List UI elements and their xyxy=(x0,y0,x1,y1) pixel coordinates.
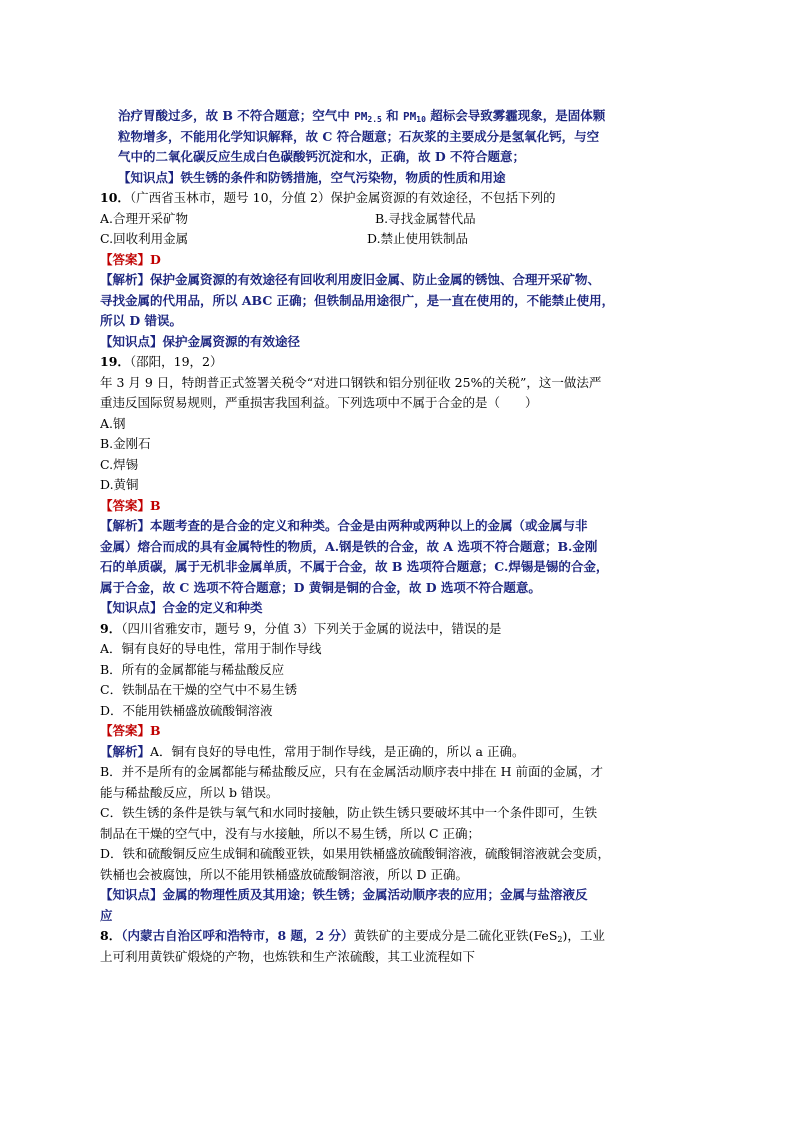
question-8-heading: 8．（内蒙古自治区呼和浩特市，8 题，2 分）黄铁矿的主要成分是二硫化亚铁(FeS$_2$)，工业 xyxy=(100,928,605,944)
analysis-line: 【解析】A．铜有良好的导电性，常用于制作导线，是正确的，所以 a 正确。 xyxy=(100,743,525,759)
analysis-line: 铁桶也会被腐蚀，所以不能用铁桶盛放硫酸铜溶液，所以 D 正确。 xyxy=(100,866,468,882)
analysis-line: 治疗胃酸过多，故 B 不符合题意；空气中 $PM_{2.5}$ 和 $PM_{10}$ 超标会导致雾霾现象，是固体颗 xyxy=(118,108,606,124)
question-stem: 上可利用黄铁矿煅烧的产物，也炼铁和生产浓硫酸，其工业流程如下 xyxy=(100,948,476,964)
option-c: C.回收利用金属 xyxy=(100,231,189,246)
analysis-line: 【解析】本题考查的是合金的定义和种类。合金是由两种或两种以上的金属（或金属与非 xyxy=(100,518,588,533)
answer: 【答案】B xyxy=(100,723,161,738)
analysis-line: 金属）熔合而成的具有金属特性的物质，A.钢是铁的合金，故 A 选项不符合题意；B.金刚 xyxy=(100,538,598,554)
knowledge-point: 应 xyxy=(100,907,113,923)
analysis-line: 石的单质碳，属于无机非金属单质，不属于合金，故 B 选项符合题意；C.焊锡是锡的合金， xyxy=(100,559,609,574)
question-stem: 重违反国际贸易规则，严重损害我国利益。下列选项中不属于合金的是（ ） xyxy=(100,395,538,410)
answer: 【答案】D xyxy=(100,251,161,267)
document-page xyxy=(100,106,684,967)
option-a: A．铜有良好的导电性，常用于制作导线 xyxy=(100,641,322,656)
option-d: D．不能用铁桶盛放硫酸铜溶液 xyxy=(100,702,273,718)
option-d: D.黄铜 xyxy=(100,477,139,492)
option-b: B.寻找金属替代品 xyxy=(375,210,476,226)
analysis-line: 制品在干燥的空气中，没有与水接触，所以不易生锈，所以 C 正确； xyxy=(100,825,481,841)
knowledge-point: 【知识点】铁生锈的条件和防锈措施，空气污染物，物质的性质和用途 xyxy=(118,169,506,185)
analysis-line: 气中的二氧化碳反应生成白色碳酸钙沉淀和水，正确，故 D 不符合题意； xyxy=(118,149,526,164)
question-10-options-row2 xyxy=(100,229,684,250)
option-a: A.钢 xyxy=(100,415,126,431)
option-c: C．铁制品在干燥的空气中不易生锈 xyxy=(100,682,298,697)
option-b: B．所有的金属都能与稀盐酸反应 xyxy=(100,661,285,677)
option-c: C.焊锡 xyxy=(100,456,139,472)
question-10-heading: 10．（广西省玉林市，题号 10，分值 2）保护金属资源的有效途径，不包括下列的 xyxy=(100,190,556,205)
option-d: D.禁止使用铁制品 xyxy=(367,231,469,246)
analysis-line: 粒物增多，不能用化学知识解释，故 C 符合题意；石灰浆的主要成分是氢氧化钙，与空 xyxy=(118,128,600,144)
question-10-options-row1 xyxy=(100,209,684,230)
analysis-line: B．并不是所有的金属都能与稀盐酸反应，只有在金属活动顺序表中排在 H 前面的金属，才 xyxy=(100,764,604,779)
knowledge-point: 【知识点】合金的定义和种类 xyxy=(100,600,263,615)
option-b: B.金刚石 xyxy=(100,436,151,451)
analysis-line: 寻找金属的代用品，所以 ABC 正确；但铁制品用途很广，是一直在使用的，不能禁止使用， xyxy=(100,292,615,308)
question-stem: 年 3 月 9 日，特朗普正式签署关税令“对进口钢铁和铝分别征收 25%的关税”，这一做法严 xyxy=(100,374,602,390)
analysis-line: C．铁生锈的条件是铁与氧气和水同时接触，防止铁生锈只要破坏其中一个条件即可，生铁 xyxy=(100,805,598,820)
knowledge-point: 【知识点】金属的物理性质及其用途；铁生锈；金属活动顺序表的应用；金属与盐溶液反 xyxy=(100,887,588,902)
question-9-heading: 9．（四川省雅安市，题号 9，分值 3）下列关于金属的说法中，错误的是 xyxy=(100,620,502,636)
analysis-line: 【解析】保护金属资源的有效途径有回收利用废旧金属、防止金属的锈蚀、合理开采矿物、 xyxy=(100,272,601,287)
analysis-line: 能与稀盐酸反应，所以 b 错误。 xyxy=(100,784,279,800)
question-19-heading: 19．（邵阳，19，2） xyxy=(100,354,223,369)
answer: 【答案】B xyxy=(100,497,161,513)
analysis-line: 属于合金，故 C 选项不符合题意；D 黄铜是铜的合金，故 D 选项不符合题意。 xyxy=(100,579,541,595)
knowledge-point: 【知识点】保护金属资源的有效途径 xyxy=(100,333,301,349)
analysis-line: 所以 D 错误。 xyxy=(100,313,183,328)
analysis-line: D．铁和硫酸铜反应生成铜和硫酸亚铁，如果用铁桶盛放硫酸铜溶液，硫酸铜溶液就会变质， xyxy=(100,846,611,861)
option-a: A.合理开采矿物 xyxy=(100,210,189,226)
